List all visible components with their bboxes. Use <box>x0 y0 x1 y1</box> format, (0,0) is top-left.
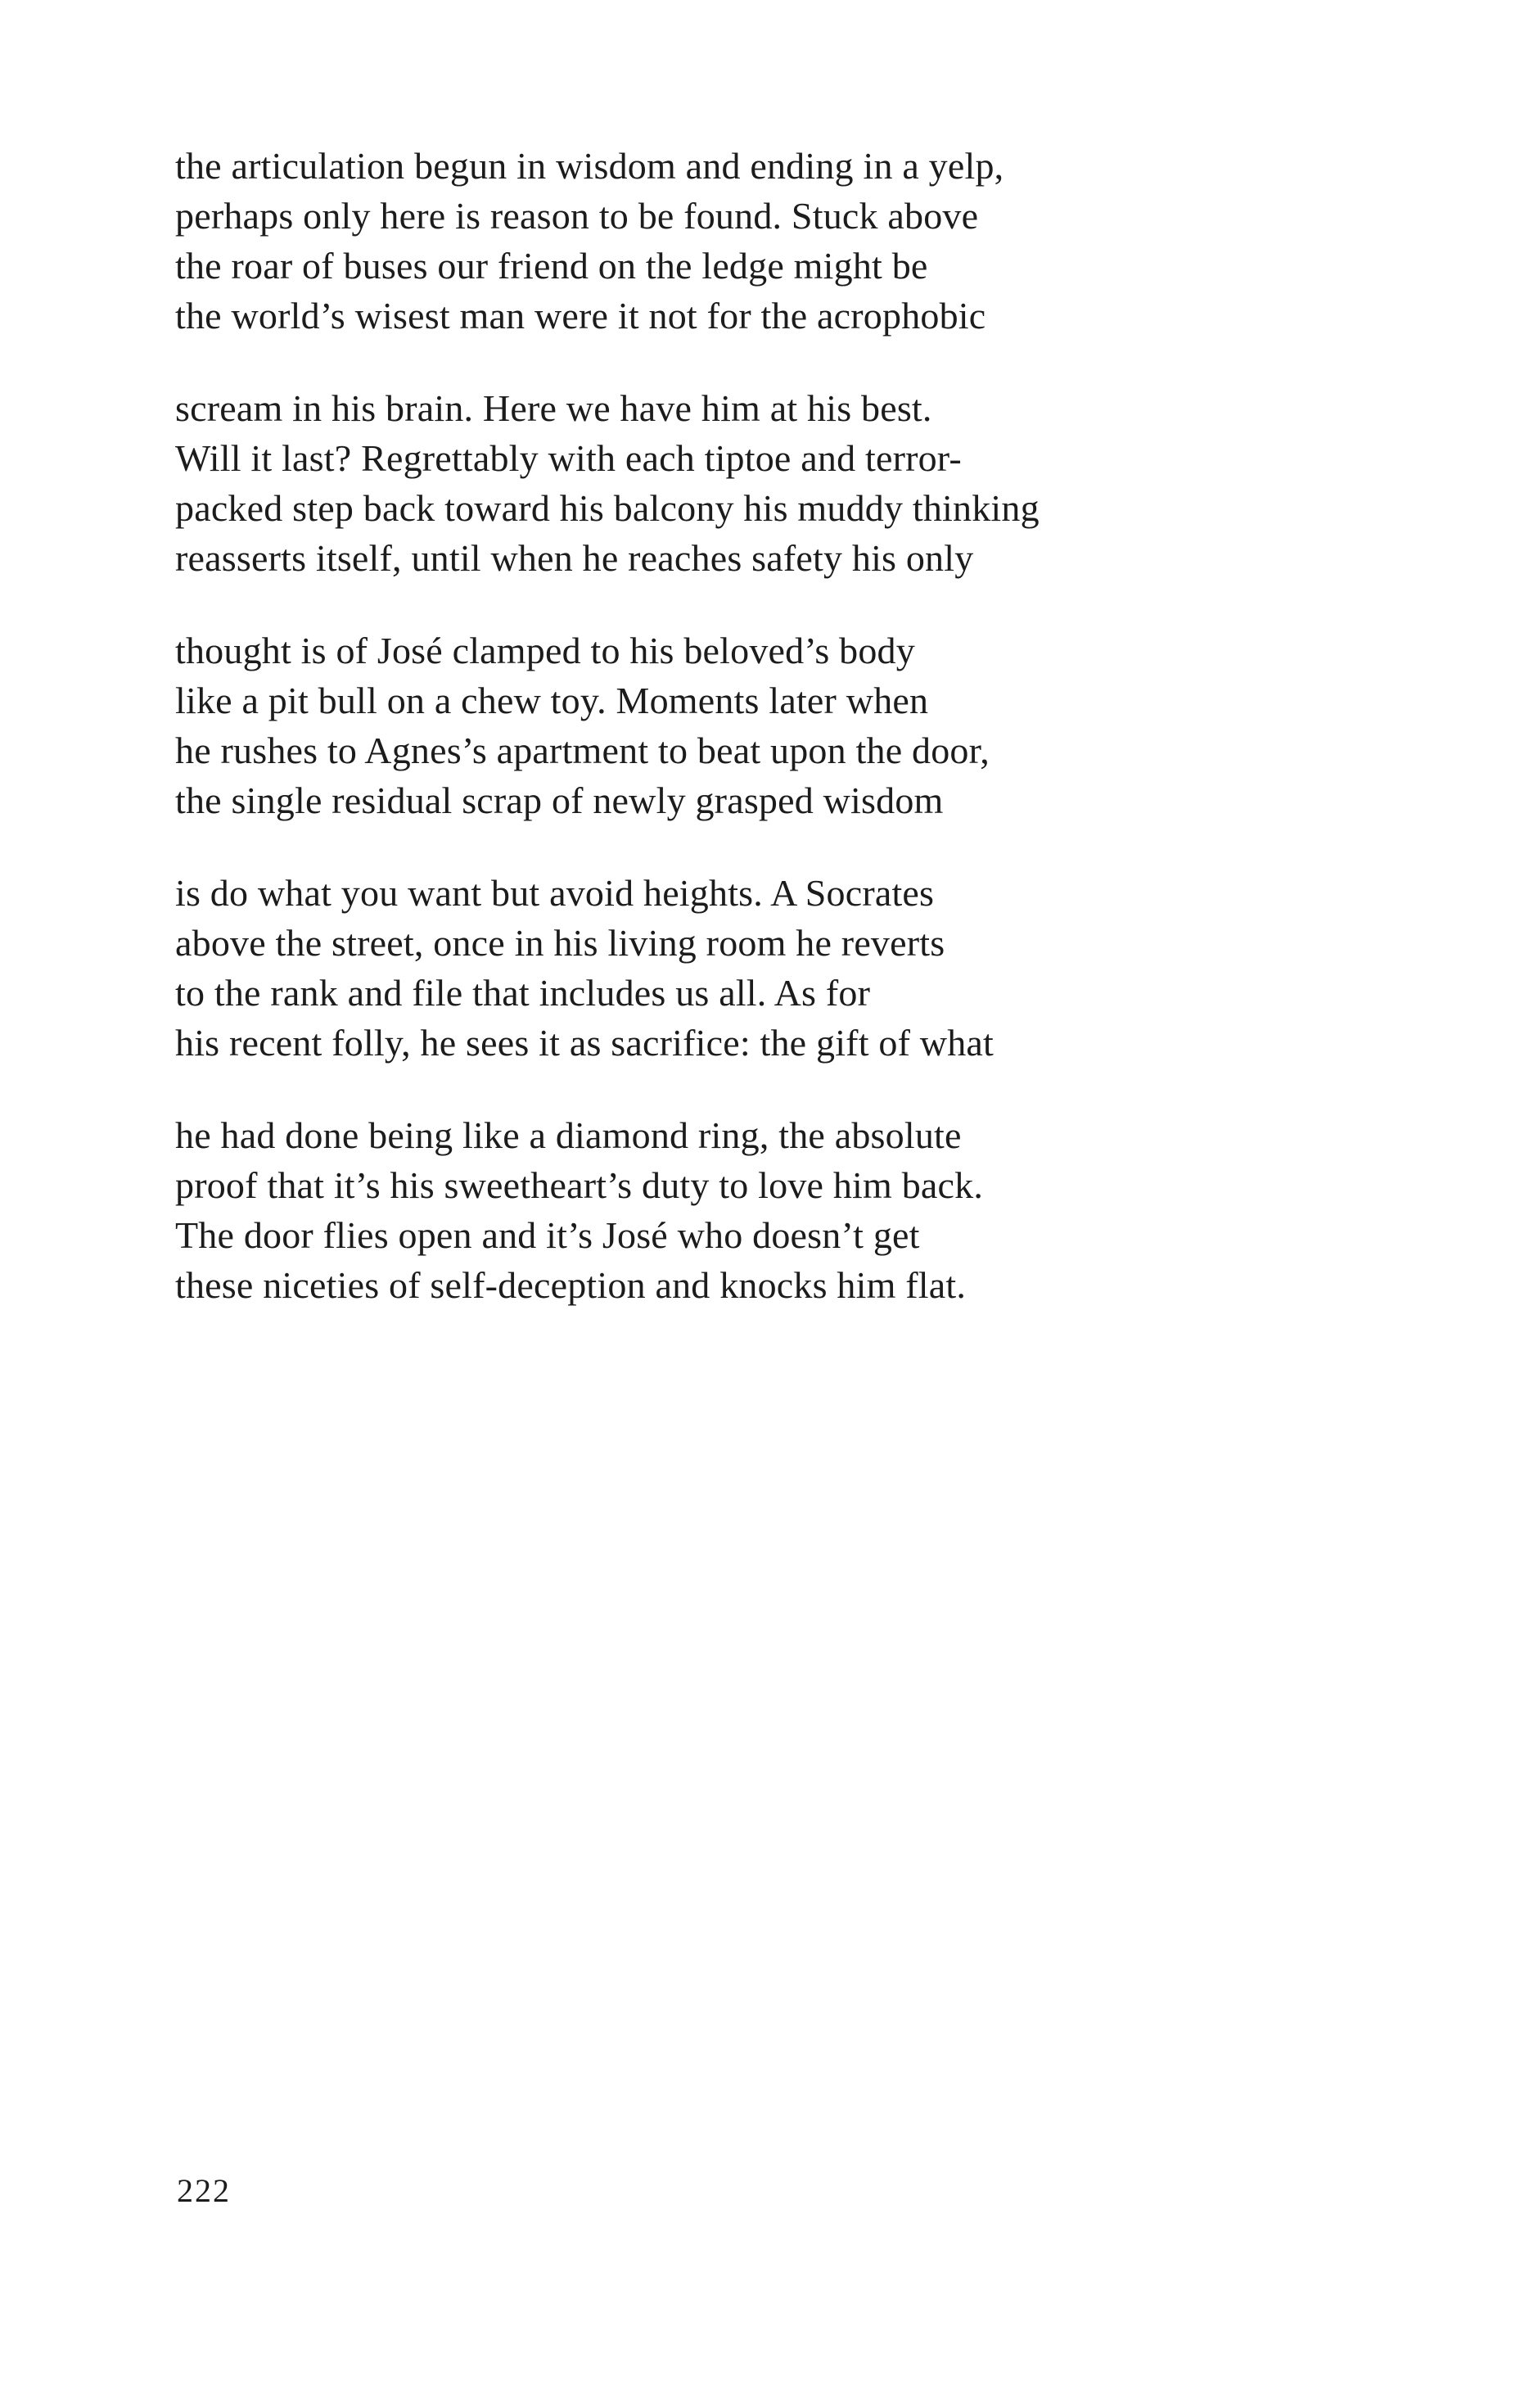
stanza-1 <box>175 141 1362 341</box>
poem-line: packed step back toward his balcony his muddy thinking <box>175 487 1040 529</box>
stanza-2 <box>175 383 1362 583</box>
poem-line: above the street, once in his living room he reverts <box>175 922 945 964</box>
poem-line: the articulation begun in wisdom and ending in a yelp, <box>175 145 1004 187</box>
poem-line: The door flies open and it’s José who doesn’t get <box>175 1214 920 1256</box>
poem-body <box>175 141 1362 1353</box>
poem-line: the world’s wisest man were it not for the acrophobic <box>175 295 986 337</box>
poem-line: he had done being like a diamond ring, the absolute <box>175 1114 962 1156</box>
poem-line: these niceties of self-deception and knocks him flat. <box>175 1264 967 1306</box>
poem-line: like a pit bull on a chew toy. Moments later when <box>175 680 929 721</box>
stanza-5 <box>175 1110 1362 1310</box>
poem-line: the single residual scrap of newly grasped wisdom <box>175 779 944 821</box>
poem-line: to the rank and file that includes us all. As for <box>175 972 871 1014</box>
poem-line: is do what you want but avoid heights. A Socrates <box>175 872 935 914</box>
poem-line: Will it last? Regrettably with each tiptoe and terror- <box>175 437 962 479</box>
page-number: 222 <box>177 2172 231 2209</box>
poem-line: proof that it’s his sweetheart’s duty to love him back. <box>175 1164 984 1206</box>
poem-line: perhaps only here is reason to be found. Stuck above <box>175 195 979 237</box>
stanza-3 <box>175 626 1362 825</box>
poem-line: thought is of José clamped to his beloved’s body <box>175 630 915 671</box>
stanza-4 <box>175 868 1362 1068</box>
poem-line: he rushes to Agnes’s apartment to beat upon the door, <box>175 730 990 771</box>
poem-line: the roar of buses our friend on the ledge might be <box>175 245 928 287</box>
poem-line: his recent folly, he sees it as sacrifice: the gift of what <box>175 1022 995 1064</box>
poem-line: scream in his brain. Here we have him at his best. <box>175 387 932 429</box>
poem-line: reasserts itself, until when he reaches safety his only <box>175 537 974 579</box>
